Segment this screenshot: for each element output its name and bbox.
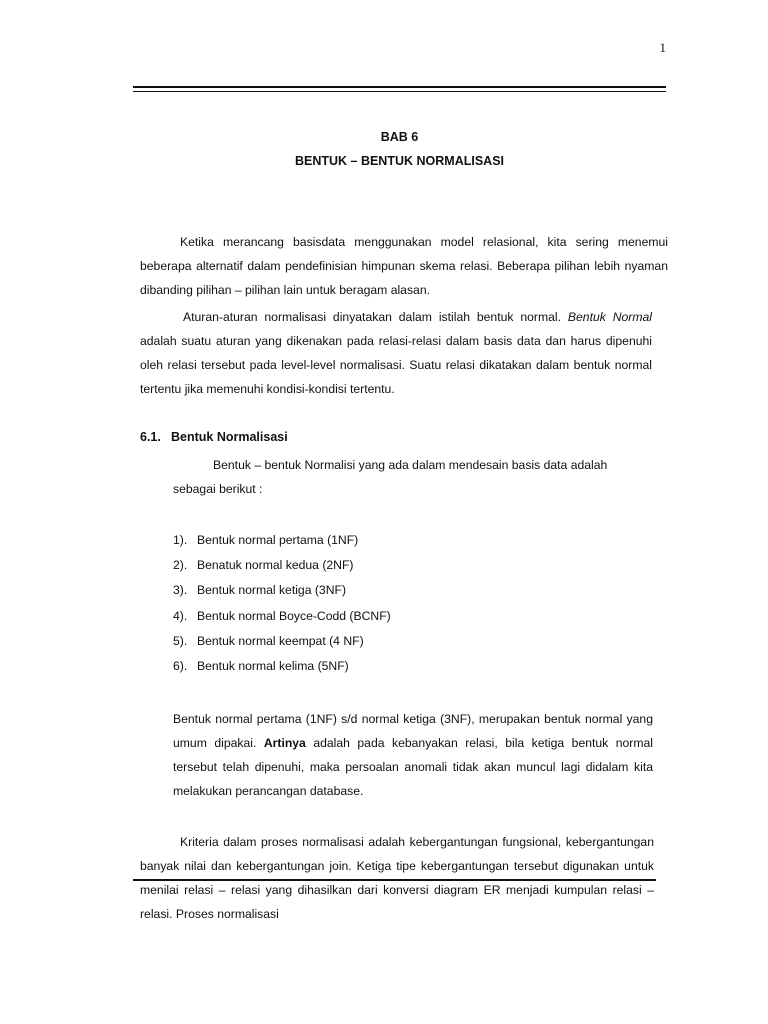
list-item — [173, 528, 391, 553]
normal-form-emphasis: Bentuk Normal — [567, 310, 652, 324]
list-item-text: Benatuk normal kedua (2NF) — [197, 558, 354, 573]
summary-text-after: adalah pada kebanyakan relasi, bila ketiga bentuk normal tersebut telah dipenuhi, maka persoalan anomali tidak akan muncul lagi didalam kita melakukan perancangan database. — [173, 736, 653, 798]
criteria-paragraph — [140, 830, 654, 926]
intro-paragraph — [140, 230, 668, 302]
list-item — [173, 654, 391, 679]
list-item — [173, 604, 391, 629]
list-item — [173, 553, 391, 578]
section-heading — [140, 430, 288, 444]
footer-rule — [133, 879, 656, 881]
summary-bold: Artinya — [263, 736, 306, 750]
normal-form-list — [173, 528, 391, 679]
section-intro-text: Bentuk – bentuk Normalisi yang ada dalam mendesain basis data adalah sebagai berikut : — [173, 458, 608, 496]
normal-form-text-after: adalah suatu aturan yang dikenakan pada relasi-relasi dalam basis data dan harus dipenuhi oleh relasi tersebut pada level-level normalisasi. Suatu relasi dikatakan dalam bentuk normal tertentu jika memenuhi kondisi-kondisi tertentu. — [140, 334, 652, 396]
chapter-title: BENTUK – BENTUK NORMALISASI — [294, 154, 505, 168]
normal-form-text-before: Aturan-aturan normalisasi dinyatakan dalam istilah bentuk normal. — [183, 310, 568, 324]
normal-form-paragraph — [140, 305, 652, 401]
list-item — [173, 629, 391, 654]
list-marker: 4). — [173, 608, 188, 623]
list-marker: 1). — [173, 533, 188, 547]
section-title: Bentuk Normalisasi — [171, 430, 288, 444]
list-item-text: Bentuk normal keempat (4 NF) — [197, 633, 364, 648]
section-intro — [173, 453, 653, 501]
list-marker: 5). — [173, 633, 188, 648]
summary-paragraph — [173, 707, 653, 803]
header-rule — [133, 86, 666, 92]
list-item-text: Bentuk normal Boyce-Codd (BCNF) — [197, 608, 391, 623]
list-marker: 2). — [173, 558, 188, 573]
page-number: 1 — [659, 40, 666, 55]
list-marker: 6). — [173, 658, 188, 673]
list-item-text: Bentuk normal pertama (1NF) — [197, 533, 359, 547]
list-marker: 3). — [173, 583, 188, 598]
chapter-label: BAB 6 — [380, 130, 419, 144]
list-item-text: Bentuk normal kelima (5NF) — [197, 658, 349, 673]
list-item — [173, 578, 391, 603]
summary-text-before: Bentuk normal pertama (1NF) s/d normal ketiga (3NF), merupakan bentuk normal yang umum dipakai. — [173, 712, 653, 750]
section-number: 6.1. — [140, 430, 161, 444]
intro-paragraph-text: Ketika merancang basisdata menggunakan model relasional, kita sering menemui beberapa alternatif dalam pendefinisian himpunan skema relasi. Beberapa pilihan lebih nyaman dibanding pilihan – pilihan lain untuk beragam alasan. — [140, 235, 668, 297]
criteria-paragraph-text: Kriteria dalam proses normalisasi adalah kebergantungan fungsional, kebergantungan banyak nilai dan kebergantungan join. Ketiga tipe kebergantungan tersebut digunakan untuk menilai relasi – relasi yang dihasilkan dari konversi diagram ER menjadi kumpulan relasi – relasi. Proses normalisasi — [140, 835, 654, 921]
list-item-text: Bentuk normal ketiga (3NF) — [197, 583, 347, 598]
